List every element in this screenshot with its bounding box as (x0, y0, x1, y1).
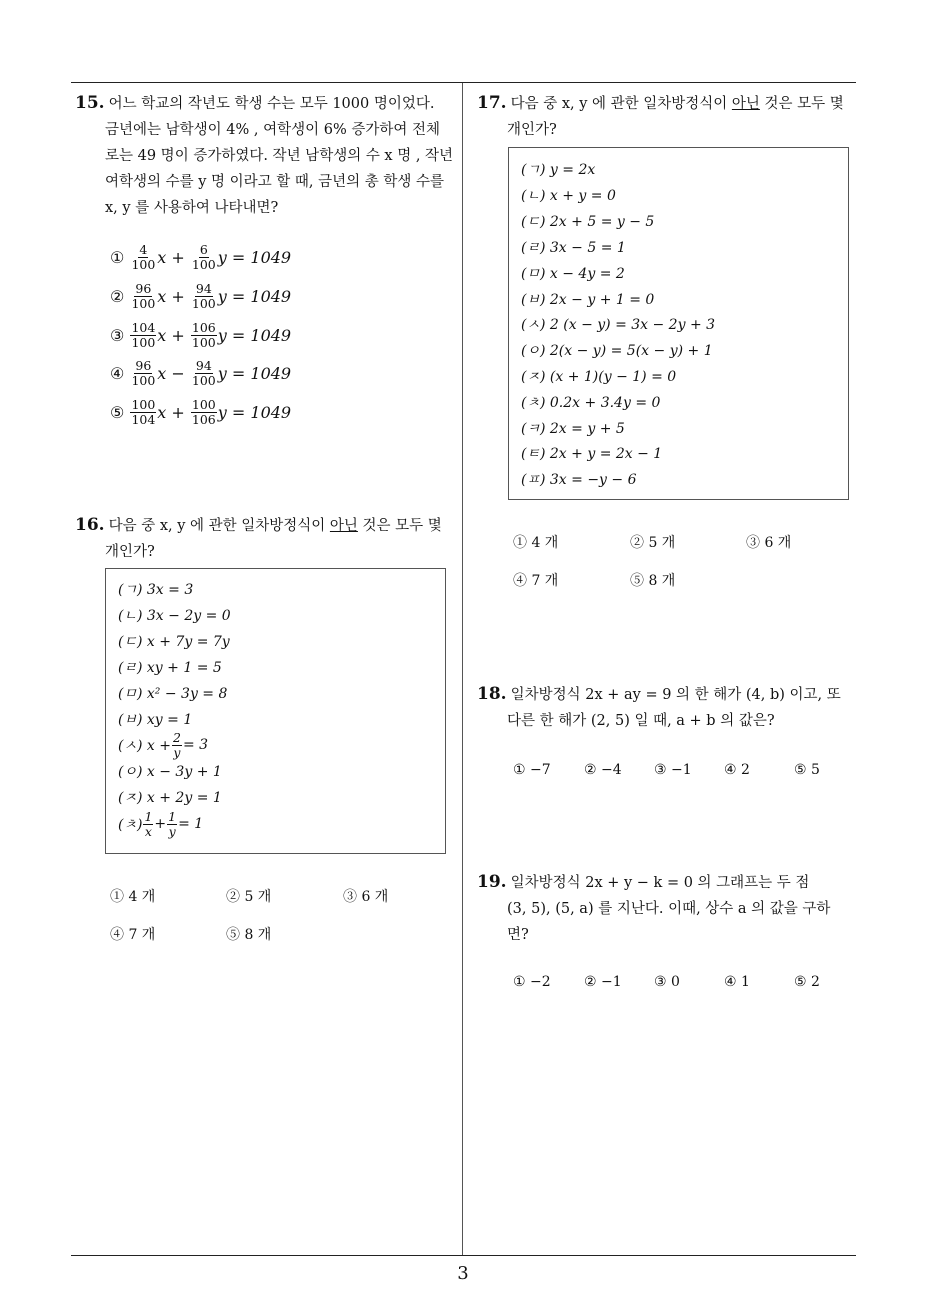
choice-option[interactable]: ① 4 개 (513, 535, 559, 551)
choice-option[interactable]: ③ 6 개 (746, 535, 792, 551)
equation-item: (ㅌ) 2x + y = 2x − 1 (521, 446, 663, 462)
question-17-line-1: 17. 다음 중 x, y 에 관한 일차방정식이 아닌 것은 모두 몇 (477, 93, 844, 113)
emphasis-underline: 아닌 (329, 518, 358, 534)
equation-item: (ㄴ) x + y = 0 (521, 188, 616, 204)
question-16 (75, 512, 460, 565)
question-number: 18. (477, 684, 507, 704)
choice-option[interactable]: ② −1 (584, 974, 622, 990)
question-number: 17. (477, 93, 507, 113)
equation-item: (ㅁ) x − 4y = 2 (521, 266, 625, 282)
choice-option[interactable]: ② −4 (584, 762, 622, 778)
equation-item: (ㅂ) 2x − y + 1 = 0 (521, 292, 655, 308)
top-rule (71, 82, 856, 83)
choice-option[interactable]: ① 4 개 (110, 889, 156, 905)
question-17-line-2: 개인가? (507, 122, 557, 138)
choice-option[interactable]: ⑤ 5 (794, 762, 820, 778)
bottom-rule (71, 1255, 856, 1256)
equation-item: (ㄷ) x + 7y = 7y (118, 634, 230, 650)
question-15-line-4: 여학생의 수를 y 명 이라고 할 때, 금년의 총 학생 수를 (105, 174, 445, 190)
choice-option[interactable]: ① −2 (513, 974, 551, 990)
question-17 (477, 90, 862, 143)
equation-item: (ㄷ) 2x + 5 = y − 5 (521, 214, 655, 230)
equation-item: (ㅁ) x² − 3y = 8 (118, 686, 228, 702)
choice-option[interactable]: ① $\frac{4}{100}$ x + $\frac{6}{100}$ y = 1049 (110, 241, 292, 272)
question-number: 15. (75, 93, 105, 113)
question-16-condition-box (105, 568, 446, 854)
question-number: 19. (477, 872, 507, 892)
equation-item: (ㅈ) x + 2y = 1 (118, 790, 222, 806)
equation-item: (ㅍ) 3x = −y − 6 (521, 472, 637, 488)
choice-option[interactable]: ② $\frac{96}{100}$ x + $\frac{94}{100}$ y = 1049 (110, 280, 292, 311)
equation-item: (ㅋ) 2x = y + 5 (521, 421, 625, 437)
question-16-line-1: 16. 다음 중 x, y 에 관한 일차방정식이 아닌 것은 모두 몇 (75, 515, 442, 535)
column-divider (462, 83, 463, 1255)
choice-option[interactable]: ④ $\frac{96}{100}$ x − $\frac{94}{100}$ y = 1049 (110, 357, 292, 388)
question-16-line-2: 개인가? (105, 544, 155, 560)
choice-option[interactable]: ③ $\frac{104}{100}$ x + $\frac{106}{100}$ y = 1049 (110, 319, 292, 350)
equation-item: (ㄱ) y = 2x (521, 162, 596, 178)
equation-item: (ㄱ) 3x = 3 (118, 582, 194, 598)
question-17-condition-box (508, 147, 849, 500)
equation-item: (ㅂ) xy = 1 (118, 712, 193, 728)
question-19-line-2: (3, 5), (5, a) 를 지난다. 이때, 상수 a 의 값을 구하 (507, 901, 831, 917)
choice-option[interactable]: ③ −1 (654, 762, 692, 778)
equation-item: (ㄴ) 3x − 2y = 0 (118, 608, 231, 624)
equation-item: (ㅇ) x − 3y + 1 (118, 764, 222, 780)
equation-item: (ㅇ) 2(x − y) = 5(x − y) + 1 (521, 343, 713, 359)
question-15-line-3: 로는 49 명이 증가하였다. 작년 남학생의 수 x 명 , 작년 (105, 148, 454, 164)
choice-option[interactable]: ③ 0 (654, 974, 680, 990)
choice-option[interactable]: ① −7 (513, 762, 551, 778)
equation-item: (ㅊ) 0.2x + 3.4y = 0 (521, 395, 661, 411)
choice-option[interactable]: ② 5 개 (630, 535, 676, 551)
equation-item: (ㅈ) (x + 1)(y − 1) = 0 (521, 369, 677, 385)
choice-option[interactable]: ⑤ 8 개 (226, 927, 272, 943)
choice-option[interactable]: ⑤ 2 (794, 974, 820, 990)
question-18 (477, 681, 862, 734)
equation-item: (ㅅ) x + $\frac{2}{y}$ = 3 (118, 729, 209, 760)
emphasis-underline: 아닌 (731, 96, 760, 112)
question-number: 16. (75, 515, 105, 535)
choice-option[interactable]: ② 5 개 (226, 889, 272, 905)
question-18-line-1: 18. 일차방정식 2x + ay = 9 의 한 해가 (4, b) 이고, 또 (477, 684, 841, 704)
choice-option[interactable]: ④ 7 개 (513, 573, 559, 589)
question-19 (477, 869, 862, 948)
choice-option[interactable]: ④ 2 (724, 762, 750, 778)
choice-option[interactable]: ⑤ $\frac{100}{104}$ x + $\frac{100}{106}$ y = 1049 (110, 396, 292, 427)
equation-item: (ㄹ) 3x − 5 = 1 (521, 240, 626, 256)
question-15-line-5: x, y 를 사용하여 나타내면? (105, 200, 279, 216)
question-15-line-1: 15. 어느 학교의 작년도 학생 수는 모두 1000 명이었다. (75, 93, 435, 113)
choice-option[interactable]: ④ 7 개 (110, 927, 156, 943)
equation-item: (ㄹ) xy + 1 = 5 (118, 660, 222, 676)
choice-option[interactable]: ④ 1 (724, 974, 750, 990)
page-number: 3 (457, 1263, 469, 1284)
question-15-line-2: 금년에는 남학생이 4% , 여학생이 6% 증가하여 전체 (105, 122, 441, 138)
equation-item: (ㅅ) 2 (x − y) = 3x − 2y + 3 (521, 317, 716, 333)
choice-option[interactable]: ⑤ 8 개 (630, 573, 676, 589)
question-15 (75, 90, 460, 221)
question-18-line-2: 다른 한 해가 (2, 5) 일 때, a + b 의 값은? (507, 713, 775, 729)
choice-option[interactable]: ③ 6 개 (343, 889, 389, 905)
question-19-line-3: 면? (507, 927, 529, 943)
equation-item: (ㅊ) $\frac{1}{x}$ + $\frac{1}{y}$ = 1 (118, 808, 204, 839)
question-19-line-1: 19. 일차방정식 2x + y − k = 0 의 그래프는 두 점 (477, 872, 810, 892)
